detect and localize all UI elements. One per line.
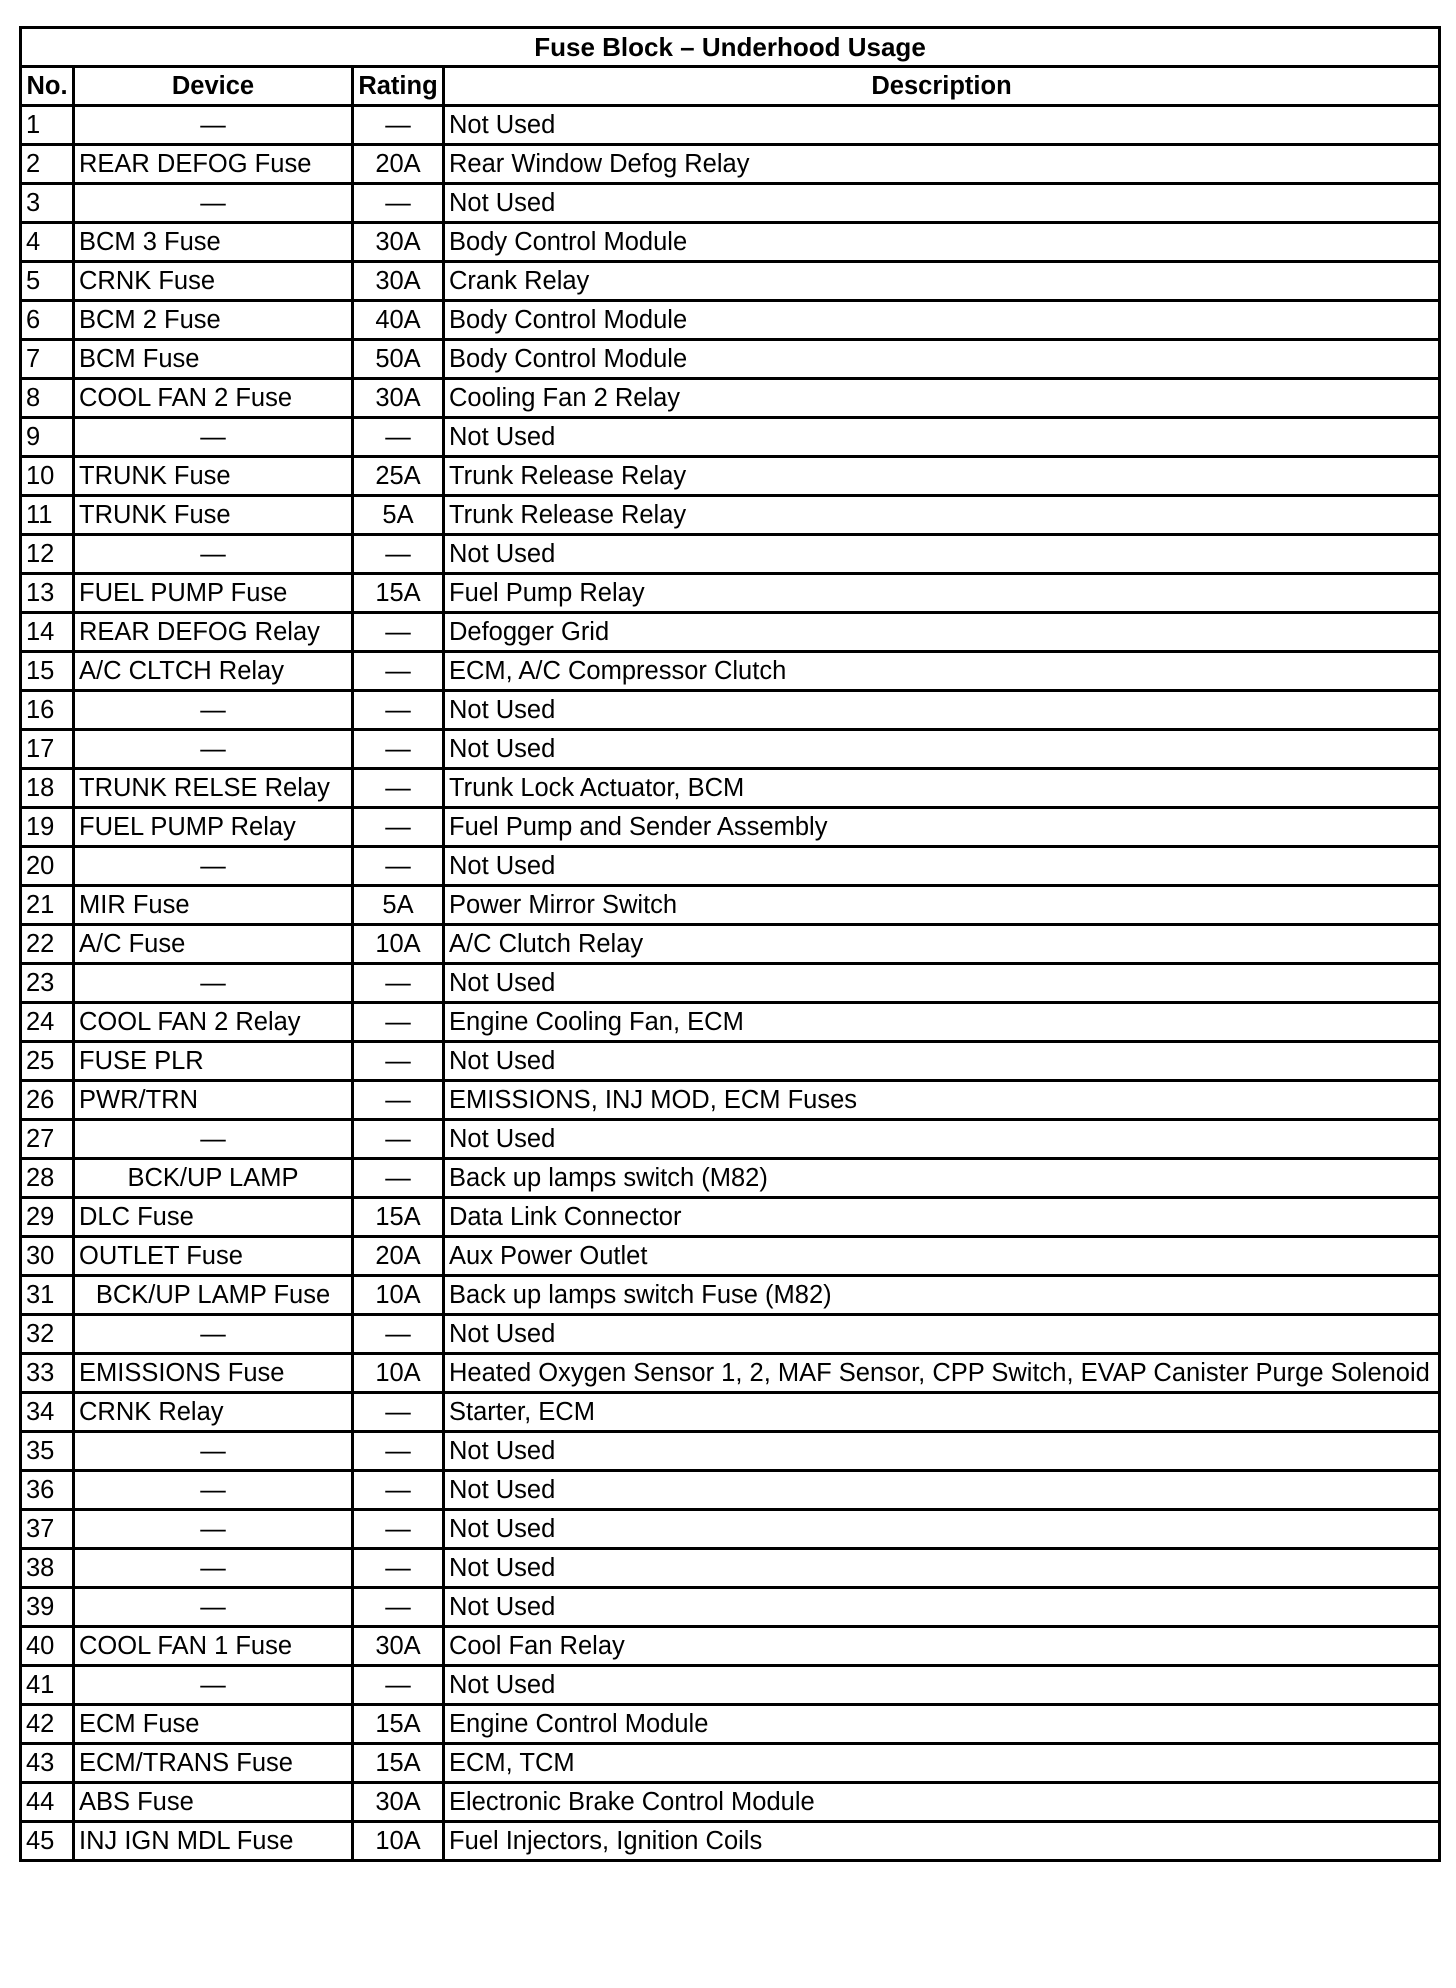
table-row (21, 184, 1440, 223)
cell-no: 29 (21, 1198, 74, 1237)
cell-description: Fuel Pump Relay (444, 574, 1440, 613)
cell-device: — (74, 1666, 353, 1705)
cell-description: Engine Cooling Fan, ECM (444, 1003, 1440, 1042)
cell-device: — (74, 730, 353, 769)
table-row (21, 1432, 1440, 1471)
cell-device: — (74, 535, 353, 574)
table-row (21, 1315, 1440, 1354)
header-rating: Rating (353, 67, 444, 106)
cell-no: 39 (21, 1588, 74, 1627)
cell-rating: — (353, 1081, 444, 1120)
cell-description: Power Mirror Switch (444, 886, 1440, 925)
table-row (21, 1042, 1440, 1081)
table-row (21, 1588, 1440, 1627)
cell-rating: — (353, 730, 444, 769)
cell-no: 22 (21, 925, 74, 964)
cell-device: CRNK Relay (74, 1393, 353, 1432)
cell-no: 37 (21, 1510, 74, 1549)
cell-description: Cool Fan Relay (444, 1627, 1440, 1666)
cell-rating: — (353, 184, 444, 223)
cell-description: Not Used (444, 184, 1440, 223)
cell-device: OUTLET Fuse (74, 1237, 353, 1276)
table-row (21, 1783, 1440, 1822)
cell-rating: 50A (353, 340, 444, 379)
cell-device: FUEL PUMP Fuse (74, 574, 353, 613)
cell-rating: — (353, 1120, 444, 1159)
cell-no: 2 (21, 145, 74, 184)
cell-device: — (74, 847, 353, 886)
table-row (21, 1510, 1440, 1549)
cell-rating: — (353, 1315, 444, 1354)
cell-device: TRUNK Fuse (74, 496, 353, 535)
cell-description: ECM, A/C Compressor Clutch (444, 652, 1440, 691)
cell-rating: — (353, 1393, 444, 1432)
table-row (21, 1237, 1440, 1276)
cell-rating: 15A (353, 1198, 444, 1237)
cell-description: Cooling Fan 2 Relay (444, 379, 1440, 418)
cell-rating: — (353, 1666, 444, 1705)
cell-rating: — (353, 769, 444, 808)
cell-device: — (74, 1432, 353, 1471)
title-row (21, 28, 1440, 67)
cell-rating: 30A (353, 379, 444, 418)
cell-description: Not Used (444, 535, 1440, 574)
table-row (21, 1393, 1440, 1432)
cell-no: 26 (21, 1081, 74, 1120)
cell-device: — (74, 1549, 353, 1588)
cell-no: 32 (21, 1315, 74, 1354)
cell-rating: 5A (353, 886, 444, 925)
cell-rating: 15A (353, 1705, 444, 1744)
cell-description: Not Used (444, 1315, 1440, 1354)
cell-description: Trunk Release Relay (444, 457, 1440, 496)
cell-description: Not Used (444, 418, 1440, 457)
cell-device: BCM 3 Fuse (74, 223, 353, 262)
cell-device: — (74, 1510, 353, 1549)
cell-device: REAR DEFOG Fuse (74, 145, 353, 184)
cell-device: ECM Fuse (74, 1705, 353, 1744)
cell-device: INJ IGN MDL Fuse (74, 1822, 353, 1861)
cell-rating: 10A (353, 1354, 444, 1393)
cell-description: Rear Window Defog Relay (444, 145, 1440, 184)
table-row (21, 1198, 1440, 1237)
cell-device: MIR Fuse (74, 886, 353, 925)
cell-description: Not Used (444, 1588, 1440, 1627)
cell-description: Body Control Module (444, 340, 1440, 379)
table-row (21, 223, 1440, 262)
cell-rating: — (353, 691, 444, 730)
cell-rating: — (353, 1003, 444, 1042)
cell-no: 13 (21, 574, 74, 613)
cell-rating: 40A (353, 301, 444, 340)
cell-rating: 30A (353, 1783, 444, 1822)
cell-no: 15 (21, 652, 74, 691)
cell-description: Fuel Pump and Sender Assembly (444, 808, 1440, 847)
table-row (21, 1744, 1440, 1783)
cell-device: ECM/TRANS Fuse (74, 1744, 353, 1783)
cell-rating: — (353, 964, 444, 1003)
cell-no: 23 (21, 964, 74, 1003)
cell-device: — (74, 1315, 353, 1354)
table-row (21, 106, 1440, 145)
cell-no: 27 (21, 1120, 74, 1159)
cell-device: ABS Fuse (74, 1783, 353, 1822)
cell-no: 24 (21, 1003, 74, 1042)
cell-no: 1 (21, 106, 74, 145)
cell-device: COOL FAN 1 Fuse (74, 1627, 353, 1666)
cell-rating: 25A (353, 457, 444, 496)
cell-description: Not Used (444, 1471, 1440, 1510)
table-title: Fuse Block – Underhood Usage (21, 28, 1440, 67)
cell-no: 8 (21, 379, 74, 418)
fuse-table (19, 26, 1441, 1862)
cell-no: 16 (21, 691, 74, 730)
cell-rating: 5A (353, 496, 444, 535)
cell-no: 18 (21, 769, 74, 808)
cell-no: 19 (21, 808, 74, 847)
cell-no: 36 (21, 1471, 74, 1510)
cell-no: 30 (21, 1237, 74, 1276)
cell-rating: — (353, 652, 444, 691)
cell-no: 14 (21, 613, 74, 652)
header-row (21, 67, 1440, 106)
cell-no: 41 (21, 1666, 74, 1705)
cell-rating: 20A (353, 145, 444, 184)
fuse-rows (21, 106, 1440, 1861)
cell-rating: 10A (353, 1276, 444, 1315)
cell-device: COOL FAN 2 Relay (74, 1003, 353, 1042)
cell-description: Electronic Brake Control Module (444, 1783, 1440, 1822)
cell-device: — (74, 184, 353, 223)
cell-rating: 15A (353, 574, 444, 613)
table-row (21, 535, 1440, 574)
cell-device: — (74, 1120, 353, 1159)
cell-device: FUSE PLR (74, 1042, 353, 1081)
cell-device: TRUNK RELSE Relay (74, 769, 353, 808)
table-row (21, 145, 1440, 184)
cell-device: — (74, 106, 353, 145)
cell-device: BCM 2 Fuse (74, 301, 353, 340)
cell-rating: 10A (353, 1822, 444, 1861)
table-row (21, 1471, 1440, 1510)
cell-rating: 30A (353, 1627, 444, 1666)
table-row (21, 418, 1440, 457)
cell-device: BCK/UP LAMP Fuse (74, 1276, 353, 1315)
cell-description: Not Used (444, 1549, 1440, 1588)
cell-no: 21 (21, 886, 74, 925)
cell-description: A/C Clutch Relay (444, 925, 1440, 964)
header-device: Device (74, 67, 353, 106)
cell-description: Back up lamps switch (M82) (444, 1159, 1440, 1198)
cell-no: 40 (21, 1627, 74, 1666)
table-row (21, 1003, 1440, 1042)
table-row (21, 1081, 1440, 1120)
table-row (21, 1276, 1440, 1315)
table-row (21, 886, 1440, 925)
cell-no: 17 (21, 730, 74, 769)
cell-description: Data Link Connector (444, 1198, 1440, 1237)
cell-no: 10 (21, 457, 74, 496)
cell-rating: — (353, 808, 444, 847)
cell-device: TRUNK Fuse (74, 457, 353, 496)
cell-description: Crank Relay (444, 262, 1440, 301)
cell-description: Not Used (444, 1120, 1440, 1159)
cell-description: Engine Control Module (444, 1705, 1440, 1744)
cell-no: 4 (21, 223, 74, 262)
cell-description: Not Used (444, 1510, 1440, 1549)
cell-device: DLC Fuse (74, 1198, 353, 1237)
cell-device: FUEL PUMP Relay (74, 808, 353, 847)
cell-rating: 15A (353, 1744, 444, 1783)
cell-device: A/C CLTCH Relay (74, 652, 353, 691)
table-row (21, 847, 1440, 886)
cell-no: 3 (21, 184, 74, 223)
cell-device: — (74, 418, 353, 457)
table-row (21, 574, 1440, 613)
cell-rating: — (353, 106, 444, 145)
cell-device: — (74, 964, 353, 1003)
cell-description: Not Used (444, 1666, 1440, 1705)
table-row (21, 652, 1440, 691)
cell-description: Body Control Module (444, 301, 1440, 340)
cell-no: 44 (21, 1783, 74, 1822)
cell-description: Body Control Module (444, 223, 1440, 262)
table-row (21, 1705, 1440, 1744)
table-row (21, 964, 1440, 1003)
cell-no: 33 (21, 1354, 74, 1393)
cell-no: 31 (21, 1276, 74, 1315)
cell-no: 28 (21, 1159, 74, 1198)
cell-device: COOL FAN 2 Fuse (74, 379, 353, 418)
table-row (21, 613, 1440, 652)
cell-rating: 30A (353, 223, 444, 262)
cell-rating: — (353, 1471, 444, 1510)
cell-device: BCK/UP LAMP (74, 1159, 353, 1198)
cell-rating: — (353, 847, 444, 886)
cell-description: ECM, TCM (444, 1744, 1440, 1783)
cell-description: Not Used (444, 1432, 1440, 1471)
table-row (21, 1549, 1440, 1588)
cell-description: Heated Oxygen Sensor 1, 2, MAF Sensor, CPP Switch, EVAP Canister Purge Solenoid (444, 1354, 1440, 1393)
cell-rating: — (353, 535, 444, 574)
cell-rating: — (353, 1159, 444, 1198)
cell-no: 35 (21, 1432, 74, 1471)
cell-no: 34 (21, 1393, 74, 1432)
table-row (21, 730, 1440, 769)
table-row (21, 379, 1440, 418)
table-row (21, 1627, 1440, 1666)
table-row (21, 691, 1440, 730)
cell-description: Trunk Lock Actuator, BCM (444, 769, 1440, 808)
cell-rating: — (353, 1432, 444, 1471)
cell-rating: 30A (353, 262, 444, 301)
cell-no: 38 (21, 1549, 74, 1588)
cell-description: Defogger Grid (444, 613, 1440, 652)
table-row (21, 1822, 1440, 1861)
cell-no: 12 (21, 535, 74, 574)
cell-description: Not Used (444, 1042, 1440, 1081)
cell-description: Not Used (444, 691, 1440, 730)
table-row (21, 262, 1440, 301)
cell-device: A/C Fuse (74, 925, 353, 964)
cell-no: 43 (21, 1744, 74, 1783)
cell-device: PWR/TRN (74, 1081, 353, 1120)
cell-device: CRNK Fuse (74, 262, 353, 301)
cell-no: 9 (21, 418, 74, 457)
table-row (21, 808, 1440, 847)
cell-rating: 20A (353, 1237, 444, 1276)
header-description: Description (444, 67, 1440, 106)
cell-no: 42 (21, 1705, 74, 1744)
cell-device: EMISSIONS Fuse (74, 1354, 353, 1393)
cell-description: EMISSIONS, INJ MOD, ECM Fuses (444, 1081, 1440, 1120)
cell-rating: — (353, 418, 444, 457)
table-row (21, 340, 1440, 379)
cell-rating: — (353, 1588, 444, 1627)
table-row (21, 301, 1440, 340)
cell-device: — (74, 1471, 353, 1510)
cell-no: 25 (21, 1042, 74, 1081)
cell-description: Starter, ECM (444, 1393, 1440, 1432)
header-no: No. (21, 67, 74, 106)
cell-no: 5 (21, 262, 74, 301)
cell-no: 11 (21, 496, 74, 535)
cell-description: Not Used (444, 730, 1440, 769)
table-row (21, 769, 1440, 808)
cell-no: 7 (21, 340, 74, 379)
cell-no: 6 (21, 301, 74, 340)
cell-rating: — (353, 613, 444, 652)
cell-device: — (74, 1588, 353, 1627)
cell-device: — (74, 691, 353, 730)
cell-no: 20 (21, 847, 74, 886)
cell-description: Back up lamps switch Fuse (M82) (444, 1276, 1440, 1315)
cell-rating: — (353, 1510, 444, 1549)
table-row (21, 496, 1440, 535)
table-row (21, 1159, 1440, 1198)
table-row (21, 1120, 1440, 1159)
table-row (21, 925, 1440, 964)
cell-description: Not Used (444, 847, 1440, 886)
cell-description: Not Used (444, 964, 1440, 1003)
cell-device: REAR DEFOG Relay (74, 613, 353, 652)
cell-rating: — (353, 1042, 444, 1081)
table-row (21, 1666, 1440, 1705)
cell-rating: 10A (353, 925, 444, 964)
cell-description: Trunk Release Relay (444, 496, 1440, 535)
table-row (21, 1354, 1440, 1393)
table-row (21, 457, 1440, 496)
cell-no: 45 (21, 1822, 74, 1861)
cell-device: BCM Fuse (74, 340, 353, 379)
cell-rating: — (353, 1549, 444, 1588)
cell-description: Aux Power Outlet (444, 1237, 1440, 1276)
cell-description: Fuel Injectors, Ignition Coils (444, 1822, 1440, 1861)
cell-description: Not Used (444, 106, 1440, 145)
